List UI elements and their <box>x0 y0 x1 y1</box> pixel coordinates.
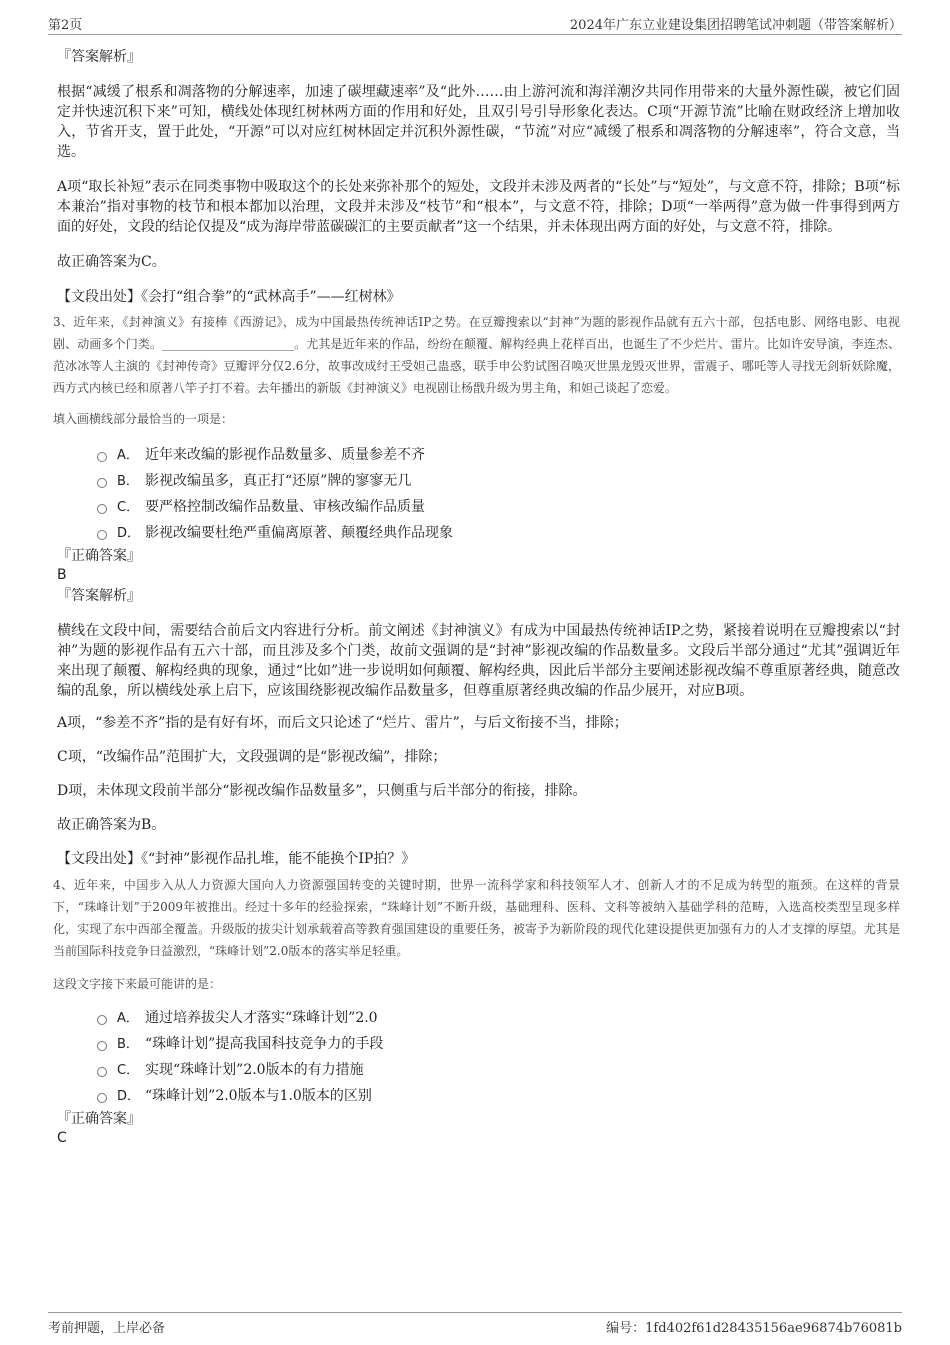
passage-source: 【文段出处】《“封神”影视作品扎堆，能不能换个IP拍？》 <box>57 851 416 867</box>
answer-label: 『正确答案』 <box>57 548 141 564</box>
document-id: 编号：1fd402f61d28435156ae96874b76081b <box>606 1321 902 1336</box>
footer-slogan: 考前押题，上岸必备 <box>48 1321 166 1336</box>
question-prompt: 这段文字接下来最可能讲的是： <box>53 977 222 991</box>
analysis-paragraph: A项，“参差不齐”指的是有好有坏，而后文只论述了“烂片、雷片”，与后文衔接不当，排除； <box>57 715 628 731</box>
analysis-conclusion: 故正确答案为B。 <box>57 817 166 833</box>
correct-answer: B <box>57 567 67 583</box>
option-c[interactable]: C． 实现“珠峰计划”2.0版本的有力措施 <box>97 1057 900 1083</box>
page-content <box>53 44 900 1147</box>
analysis-paragraph: A项“取长补短”表示在同类事物中吸取这个的长处来弥补那个的短处，文段并未涉及两者的“长处”与“短处”，与文意不符，排除；B项“标本兼治”指对事物的枝节和根本都加以治理，文段并未涉及“枝节”和“根本”，与文意不符，排除；D项“一举两得”意为做一件事得到两方面的好处，文段的结论仅提及“成为海岸带蓝碳碳汇的主要贡献者”这一个结果，并未体现出两方面的好处，与文意不符，排除。 <box>57 179 900 235</box>
page-number: 第2页 <box>48 18 83 33</box>
option-b[interactable]: B． 影视改编虽多，真正打“还原”牌的寥寥无几 <box>97 468 900 494</box>
page-header <box>48 14 902 35</box>
question-stem: 4、近年来，中国步入从人力资源大国向人力资源强国转变的关键时期，世界一流科学家和科技领军人才、创新人才的不足成为转型的瓶颈。在这样的背景下，“珠峰计划”于2009年被推出。经过十多年的经验探索，“珠峰计划”不断升级，基础理科、医科、文科等被纳入基础学科的范畴，入选高校类型呈现多样化，实现了东中西部全覆盖。升级版的拔尖计划承载着高等教育强国建设的重要任务，被寄予为新阶段的现代化建设提供更加强有力的人才支撑的厚望。尤其是当前国际科技竞争日益激烈，“珠峰计划”2.0版本的落实举足轻重。 <box>53 878 900 958</box>
radio-icon[interactable] <box>97 1041 107 1051</box>
analysis-paragraph: 横线在文段中间，需要结合前后文内容进行分析。前文阐述《封神演义》有成为中国最热传统神话IP之势，紧接着说明在豆瓣搜索以“封神”为题的影视作品有五六十部，而且涉及多个门类，故前文强调的是“封神”影视改编的作品数量多。文段后半部分通过“尤其”强调近年来出现了颠覆、解构经典的现象，通过“比如”进一步说明如何颠覆、解构经典，因此后半部分主要阐述影视改编不尊重原著经典，随意改编的乱象，所以横线处承上启下，应该围绕影视改编作品数量多，但尊重原著经典改编的作品少展开，对应B项。 <box>57 623 900 699</box>
analysis-label: 『答案解析』 <box>57 588 141 604</box>
question-stem: 3、近年来，《封神演义》有接棒《西游记》，成为中国最热传统神话IP之势。在豆瓣搜索以“封神”为题的影视作品就有五六十部，包括电影、网络电影、电视剧、动画多个门类。______________________。尤其是近年来的作品，纷纷在颠覆、解构经典上花样百出，也诞生了不少烂片、雷片。比如许安导演，李连杰、范冰冰等人主演的《封神传奇》豆瓣评分仅2.6分，故事改成纣王受妲己蛊惑，联手申公豹试图召唤灭世黑龙毁灭世界，雷震子、哪吒等人寻找无剑斩妖除魔，西方式内核已经和原著八竿子打不着。去年播出的新版《封神演义》电视剧让杨戬升级为男主角，和妲己谈起了恋爱。 <box>53 315 900 395</box>
radio-icon[interactable] <box>97 1093 107 1103</box>
question-prompt: 填入画横线部分最恰当的一项是： <box>53 412 234 426</box>
analysis-paragraph: C项，“改编作品”范围扩大，文段强调的是“影视改编”，排除； <box>57 749 447 765</box>
correct-answer: C <box>57 1130 67 1146</box>
option-c[interactable]: C． 要严格控制改编作品数量、审核改编作品质量 <box>97 494 900 520</box>
analysis-paragraph: D项，未体现文段前半部分“影视改编作品数量多”，只侧重与后半部分的衔接，排除。 <box>57 783 587 799</box>
option-a[interactable]: A． 通过培养拔尖人才落实“珠峰计划”2.0 <box>97 1005 900 1031</box>
radio-icon[interactable] <box>97 530 107 540</box>
options-list <box>57 1005 900 1109</box>
option-d[interactable]: D． “珠峰计划”2.0版本与1.0版本的区别 <box>97 1083 900 1109</box>
radio-icon[interactable] <box>97 1015 107 1025</box>
analysis-paragraph: 根据“减缓了根系和凋落物的分解速率，加速了碳埋藏速率”及“此外……由上游河流和海洋潮汐共同作用带来的大量外源性碳，被它们固定并快速沉积下来”可知，横线处体现红树林两方面的作用和好处，且双引号引导形象化表达。C项“开源节流”比喻在财政经济上增加收入，节省开支，置于此处，“开源”可以对应红树林固定并沉积外源性碳，“节流”对应“减缓了根系和凋落物的分解速率”，符合文意，当选。 <box>57 84 900 160</box>
radio-icon[interactable] <box>97 1067 107 1077</box>
analysis-label: 『答案解析』 <box>57 49 141 65</box>
answer-label: 『正确答案』 <box>57 1111 141 1127</box>
radio-icon[interactable] <box>97 504 107 514</box>
radio-icon[interactable] <box>97 452 107 462</box>
option-a[interactable]: A． 近年来改编的影视作品数量多、质量参差不齐 <box>97 442 900 468</box>
page-footer <box>48 1312 902 1335</box>
options-list <box>57 442 900 546</box>
option-d[interactable]: D． 影视改编要杜绝严重偏离原著、颠覆经典作品现象 <box>97 520 900 546</box>
option-b[interactable]: B． “珠峰计划”提高我国科技竞争力的手段 <box>97 1031 900 1057</box>
passage-source: 【文段出处】《会打“组合拳”的“武林高手”——红树林》 <box>57 289 401 305</box>
radio-icon[interactable] <box>97 478 107 488</box>
document-title: 2024年广东立业建设集团招聘笔试冲刺题（带答案解析） <box>569 18 902 33</box>
analysis-conclusion: 故正确答案为C。 <box>57 254 166 270</box>
